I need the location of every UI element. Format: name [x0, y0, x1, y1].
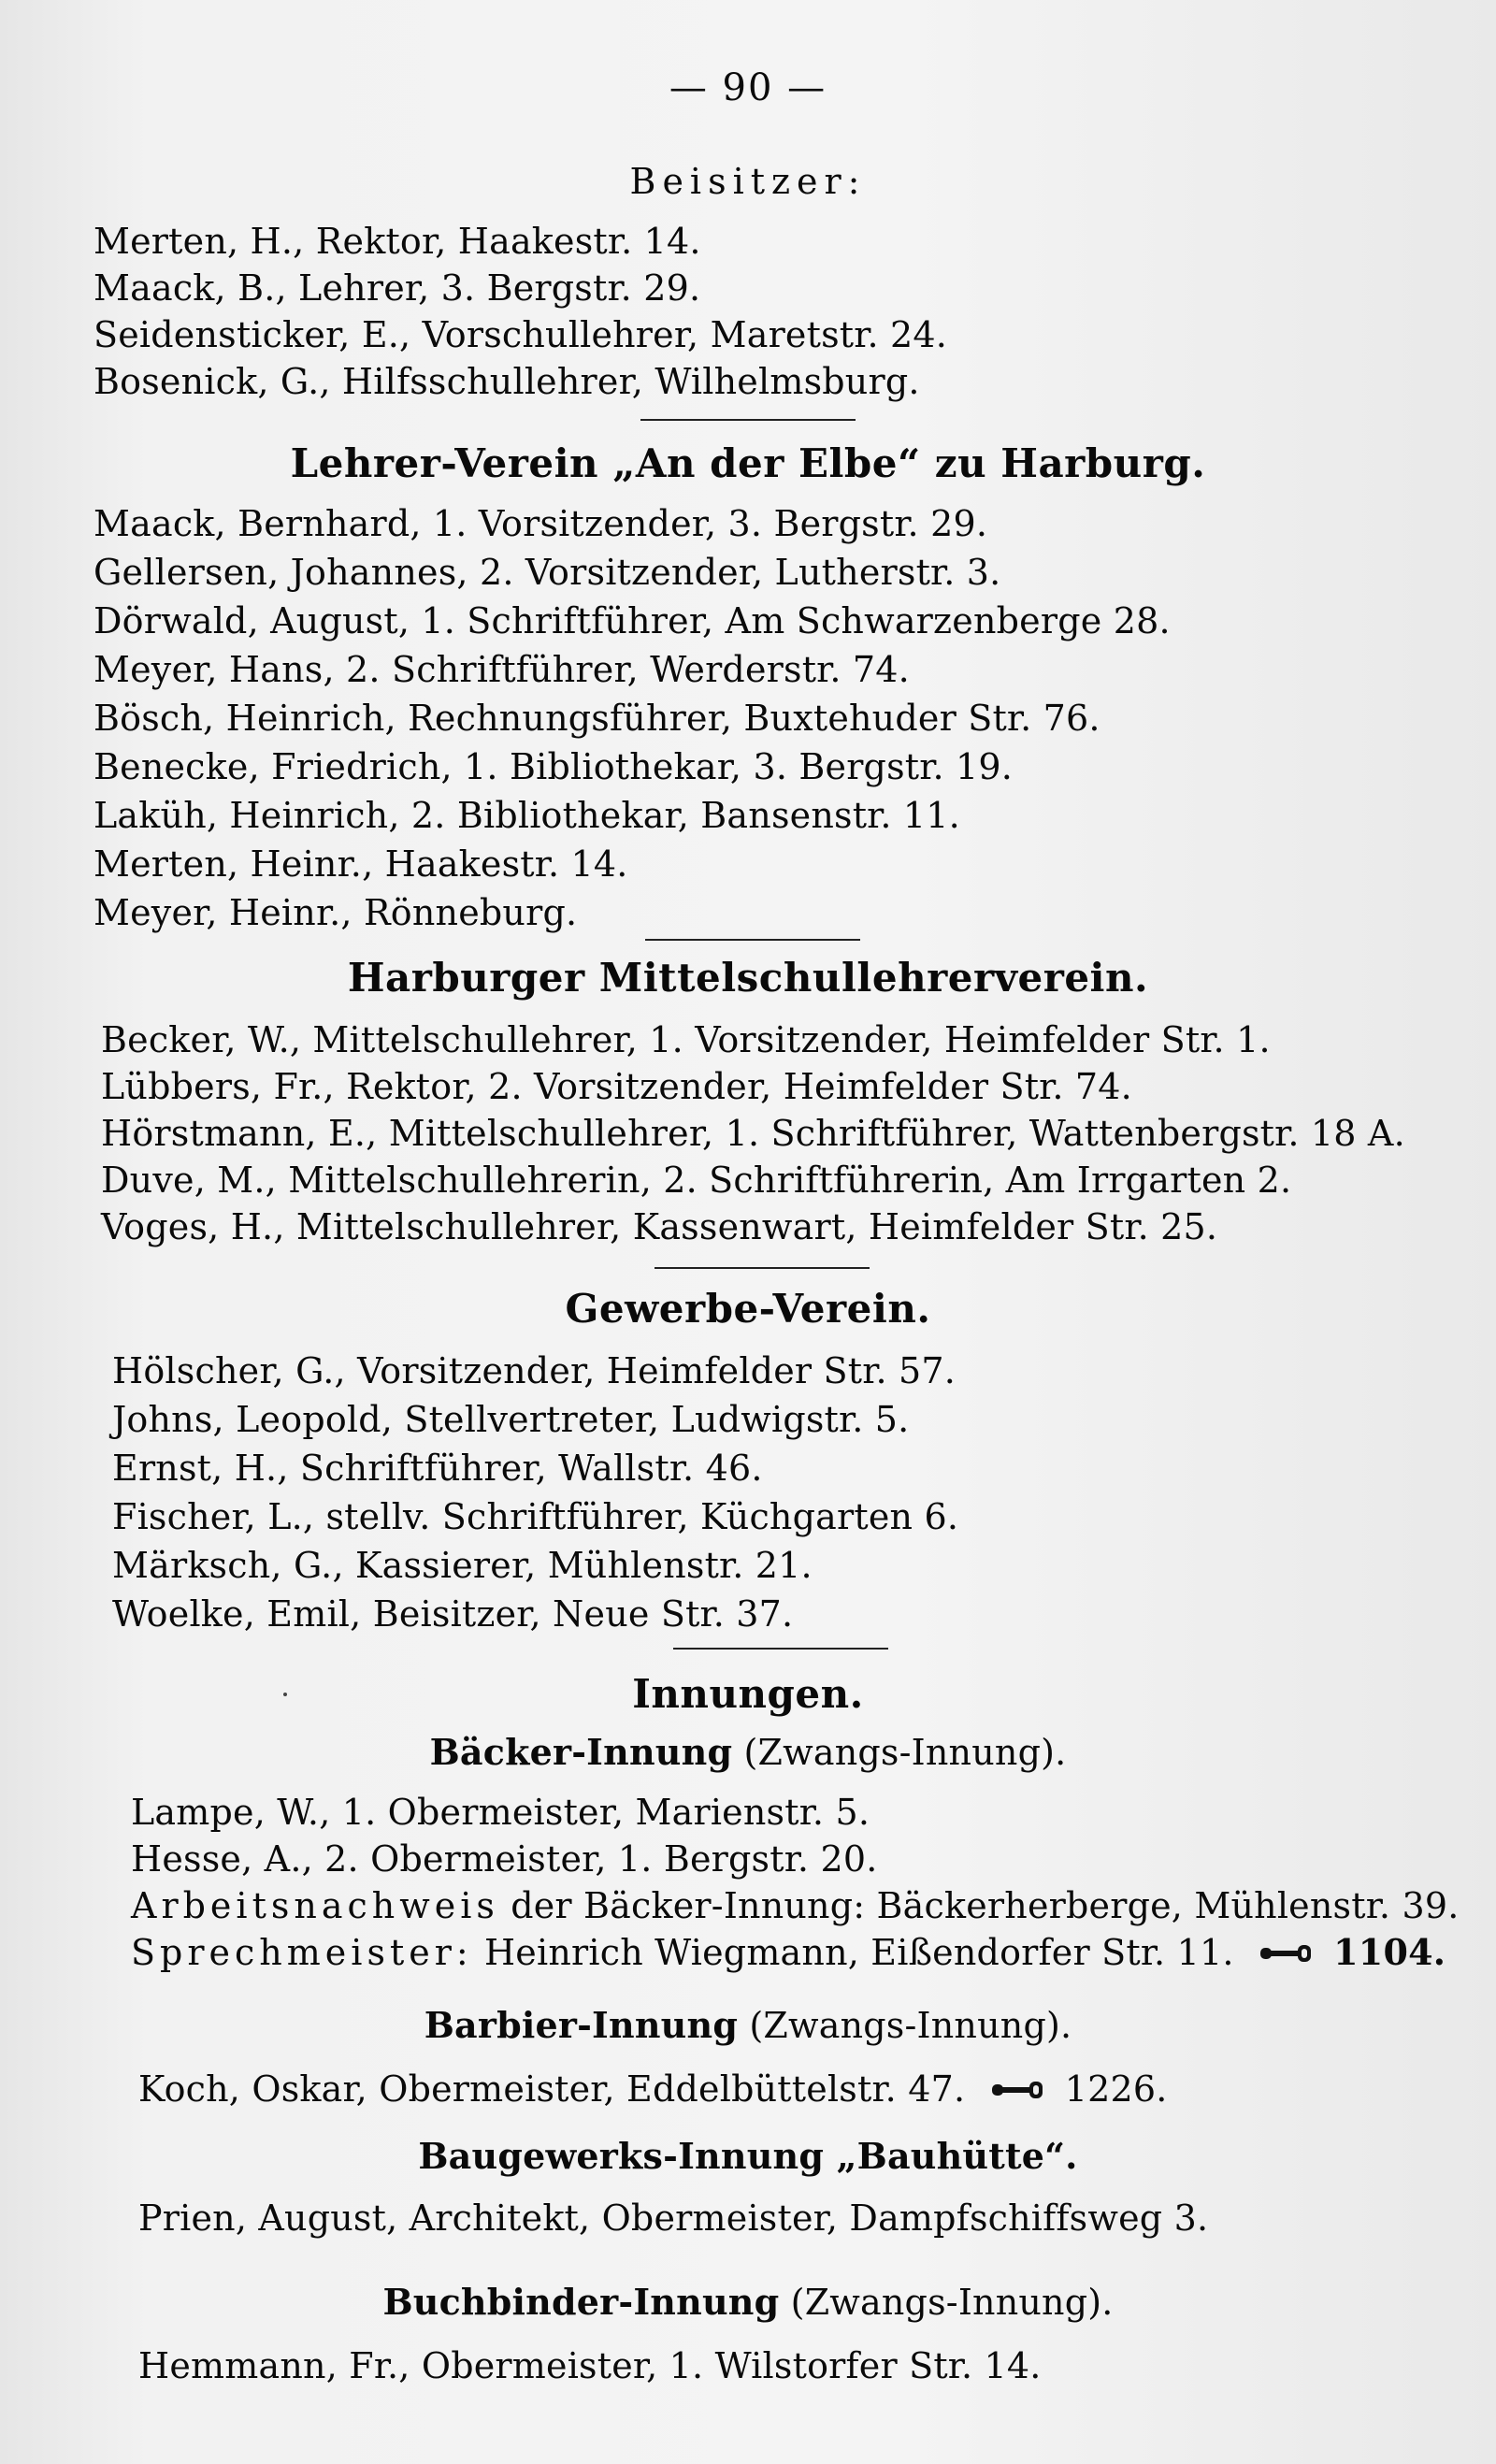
list-item: Duve, M., Mittelschullehrerin, 2. Schriftführerin, Am Irrgarten 2. — [101, 1160, 1292, 1201]
list-item: Ernst, H., Schriftführer, Wallstr. 46. — [112, 1448, 763, 1489]
list-item: Lampe, W., 1. Obermeister, Marienstr. 5. — [131, 1792, 870, 1833]
list-item: Lübbers, Fr., Rektor, 2. Vorsitzender, Heimfelder Str. 74. — [101, 1066, 1132, 1107]
guild-name: Barbier-Innung — [424, 2004, 739, 2046]
list-item: Märksch, G., Kassierer, Mühlenstr. 21. — [112, 1545, 813, 1586]
section-title-innungen: Innungen. — [632, 1671, 864, 1717]
phone-number: 1226. — [1064, 2068, 1168, 2110]
arbeitsnachweis-text: der Bäcker-Innung: Bäckerherberge, Mühlenstr. 39. — [511, 1885, 1460, 1926]
list-item: Woelke, Emil, Beisitzer, Neue Str. 37. — [112, 1593, 794, 1635]
guild-note: (Zwangs-Innung). — [790, 2282, 1114, 2323]
guild-note: (Zwangs-Innung). — [749, 2005, 1072, 2046]
list-item: Merten, H., Rektor, Haakestr. 14. — [94, 221, 701, 262]
telephone-icon — [990, 2076, 1044, 2104]
section-divider — [640, 419, 856, 421]
section-title-gewerbe-verein: Gewerbe-Verein. — [565, 1286, 931, 1332]
section-divider — [654, 1267, 870, 1269]
list-item: Gellersen, Johannes, 2. Vorsitzender, Lutherstr. 3. — [94, 552, 1001, 593]
arbeitsnachweis-label: Arbeitsnachweis — [131, 1885, 499, 1926]
list-item — [138, 2068, 1168, 2110]
list-item: Bösch, Heinrich, Rechnungsführer, Buxtehuder Str. 76. — [94, 698, 1100, 739]
list-item: Maack, B., Lehrer, 3. Bergstr. 29. — [94, 267, 701, 309]
list-item: Becker, W., Mittelschullehrer, 1. Vorsitzender, Heimfelder Str. 1. — [101, 1019, 1271, 1060]
guild-name: Baugewerks-Innung „Bauhütte“. — [418, 2135, 1078, 2177]
list-item: Johns, Leopold, Stellvertreter, Ludwigstr. 5. — [112, 1399, 910, 1440]
guild-name: Bäcker-Innung — [429, 1731, 733, 1773]
phone-number: 1104. — [1333, 1931, 1446, 1973]
list-item: Maack, Bernhard, 1. Vorsitzender, 3. Bergstr. 29. — [94, 503, 988, 544]
section-title-lehrer-verein: Lehrer-Verein „An der Elbe“ zu Harburg. — [290, 440, 1206, 486]
section-divider — [673, 1648, 888, 1650]
guild-name: Buchbinder-Innung — [382, 2281, 780, 2323]
section-divider — [645, 939, 860, 941]
list-item: Voges, H., Mittelschullehrer, Kassenwart, Heimfelder Str. 25. — [101, 1206, 1218, 1247]
list-item: Bosenick, G., Hilfsschullehrer, Wilhelmsburg. — [94, 361, 920, 402]
list-item: Hörstmann, E., Mittelschullehrer, 1. Schriftführer, Wattenbergstr. 18 A. — [101, 1113, 1405, 1154]
list-item: Laküh, Heinrich, 2. Bibliothekar, Bansenstr. 11. — [94, 795, 960, 836]
arbeitsnachweis-line — [131, 1885, 1459, 1926]
subsection-title-barbier-innung — [0, 2005, 1496, 2046]
page-number: — 90 — — [669, 66, 827, 109]
list-item: Seidensticker, E., Vorschullehrer, Maretstr. 24. — [94, 314, 948, 355]
list-item: Dörwald, August, 1. Schriftführer, Am Schwarzenberge 28. — [94, 600, 1171, 641]
sprechmeister-label: Sprechmeister: — [131, 1932, 473, 1973]
telephone-icon — [1259, 1939, 1313, 1967]
entry-text: Koch, Oskar, Obermeister, Eddelbüttelstr. 47. — [138, 2068, 966, 2110]
beisitzer-label: Beisitzer: — [629, 161, 867, 202]
subsection-title-baugewerks-innung — [0, 2136, 1496, 2177]
section-title-mittelschullehrerverein: Harburger Mittelschullehrerverein. — [347, 955, 1149, 1001]
guild-note: (Zwangs-Innung). — [743, 1732, 1067, 1773]
list-item: Hölscher, G., Vorsitzender, Heimfelder Str. 57. — [112, 1350, 957, 1391]
list-item: Meyer, Hans, 2. Schriftführer, Werderstr. 74. — [94, 649, 910, 690]
list-item: Hemmann, Fr., Obermeister, 1. Wilstorfer Str. 14. — [138, 2345, 1042, 2386]
list-item: Meyer, Heinr., Rönneburg. — [94, 892, 578, 933]
list-item: Prien, August, Architekt, Obermeister, Dampfschiffsweg 3. — [138, 2197, 1209, 2239]
subsection-title-buchbinder-innung — [0, 2282, 1496, 2323]
subsection-title-baecker-innung — [0, 1732, 1496, 1773]
list-item: Merten, Heinr., Haakestr. 14. — [94, 843, 628, 885]
sprechmeister-text: Heinrich Wiegmann, Eißendorfer Str. 11. — [483, 1932, 1234, 1973]
list-item: Benecke, Friedrich, 1. Bibliothekar, 3. Bergstr. 19. — [94, 746, 1014, 787]
sprechmeister-line — [131, 1932, 1446, 1973]
list-item: Fischer, L., stellv. Schriftführer, Küchgarten 6. — [112, 1496, 959, 1537]
list-item: Hesse, A., 2. Obermeister, 1. Bergstr. 20. — [131, 1838, 878, 1880]
